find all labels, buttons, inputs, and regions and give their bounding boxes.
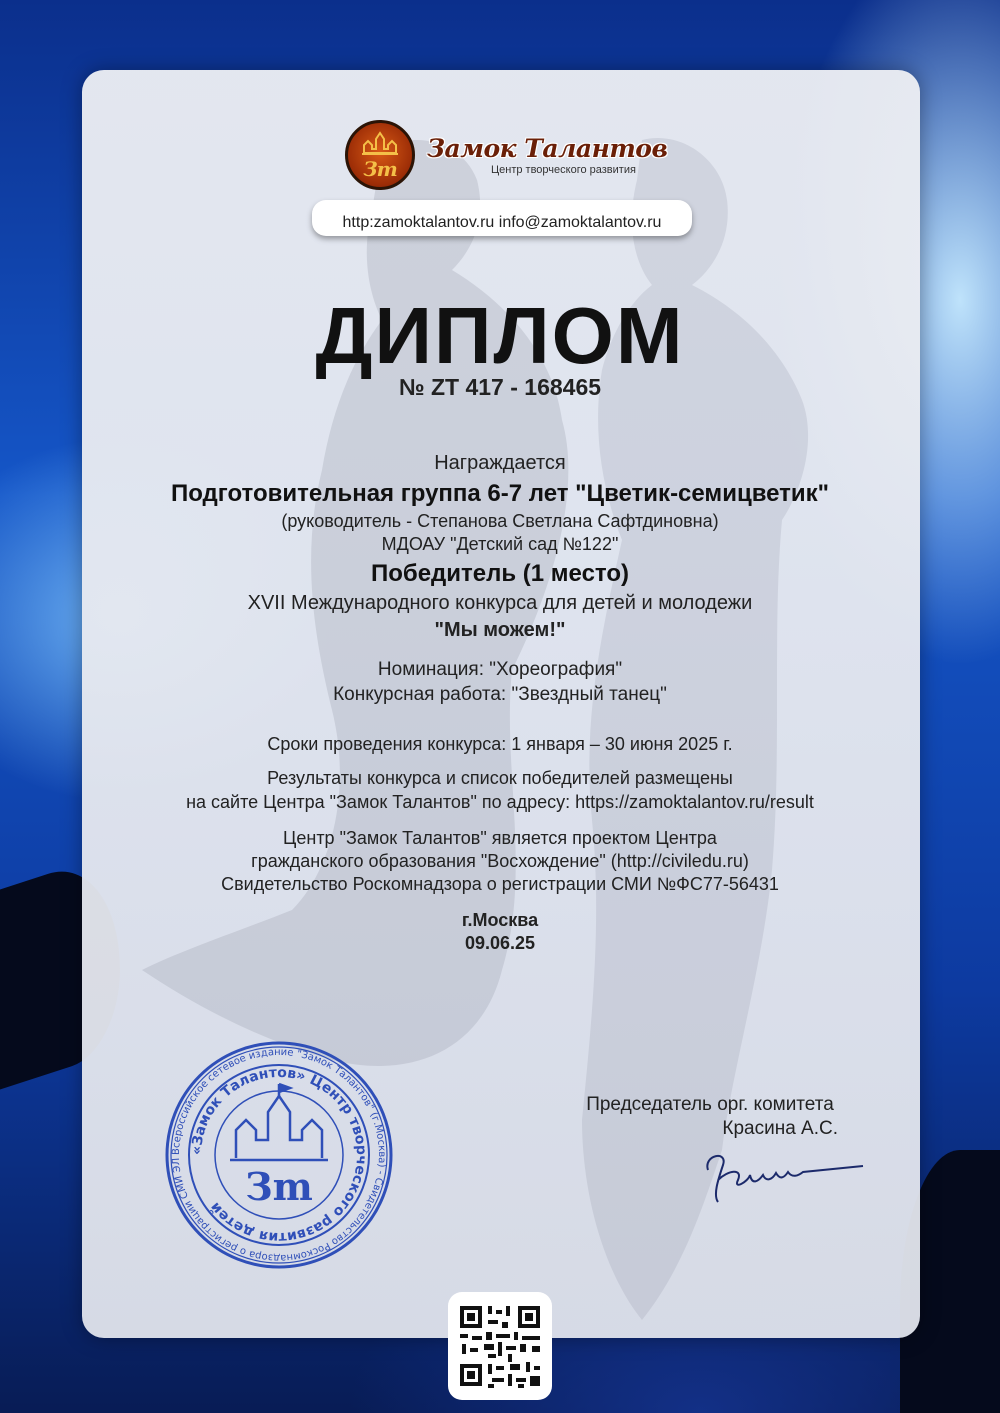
diploma-number: № ZT 417 - 168465 <box>398 374 602 400</box>
signer-role: Председатель орг. комитета <box>586 1094 834 1115</box>
issue-date: 09.06.25 <box>464 933 536 953</box>
logo-monogram: Зm <box>363 157 397 181</box>
qr-code[interactable] <box>448 1292 552 1400</box>
brand-title: Замок Талантов <box>427 134 668 163</box>
contest-name: "Мы можем!" <box>434 619 566 641</box>
stamp-castle-icon <box>230 1084 328 1160</box>
award-institution: МДОАУ "Детский сад №122" <box>381 534 619 554</box>
contest-title: XVII Международного конкурса для детей и молодежи <box>247 592 753 614</box>
project-line-1: Центр "Замок Талантов" является проектом Центра <box>283 828 717 848</box>
award-intro: Награждается <box>434 452 566 474</box>
diploma-title: ДИПЛОМ <box>315 291 685 380</box>
castle-logo-icon <box>345 120 415 190</box>
brand-logo <box>345 120 675 195</box>
results-line-1: Результаты конкурса и список победителей размещены <box>267 768 733 788</box>
qr-code-icon <box>448 1292 552 1400</box>
project-line-2: гражданского образования "Восхождение" (http://civiledu.ru) <box>251 851 749 871</box>
stamp-outer-text: Всероссийское сетевое издание "Замок Талантов" (г.Москва) - Свидетельство Роскомнадзора о регистрации СМИ ЭЛ <box>170 1046 388 1264</box>
stamp-monogram: Зm <box>245 1164 313 1209</box>
results-line-2: на сайте Центра "Замок Талантов" по адресу: https://zamoktalantov.ru/result <box>186 792 814 812</box>
contest-dates: Сроки проведения конкурса: 1 января – 30 июня 2025 г. <box>267 734 733 754</box>
award-place: Победитель (1 место) <box>370 560 630 587</box>
official-stamp <box>164 1040 394 1270</box>
signature <box>688 1140 868 1210</box>
contacts-link[interactable]: http:zamoktalantov.ru info@zamoktalantov.ru <box>312 200 692 236</box>
stamp-inner-text: «Замок Талантов» Центр творческого развития детей <box>188 1064 370 1246</box>
award-recipient: Подготовительная группа 6-7 лет "Цветик-семицветик" <box>170 480 830 507</box>
signer-name: Красина А.С. <box>722 1118 838 1139</box>
award-leader: (руководитель - Степанова Светлана Сафтдиновна) <box>281 511 719 531</box>
nomination: Номинация: "Хореография" <box>377 659 623 680</box>
brand-subtitle: Центр творческого развития <box>491 164 636 176</box>
city: г.Москва <box>461 910 539 930</box>
contest-work: Конкурсная работа: "Звездный танец" <box>333 684 667 705</box>
project-line-3: Свидетельство Роскомнадзора о регистрации СМИ №ФС77-56431 <box>221 874 779 894</box>
